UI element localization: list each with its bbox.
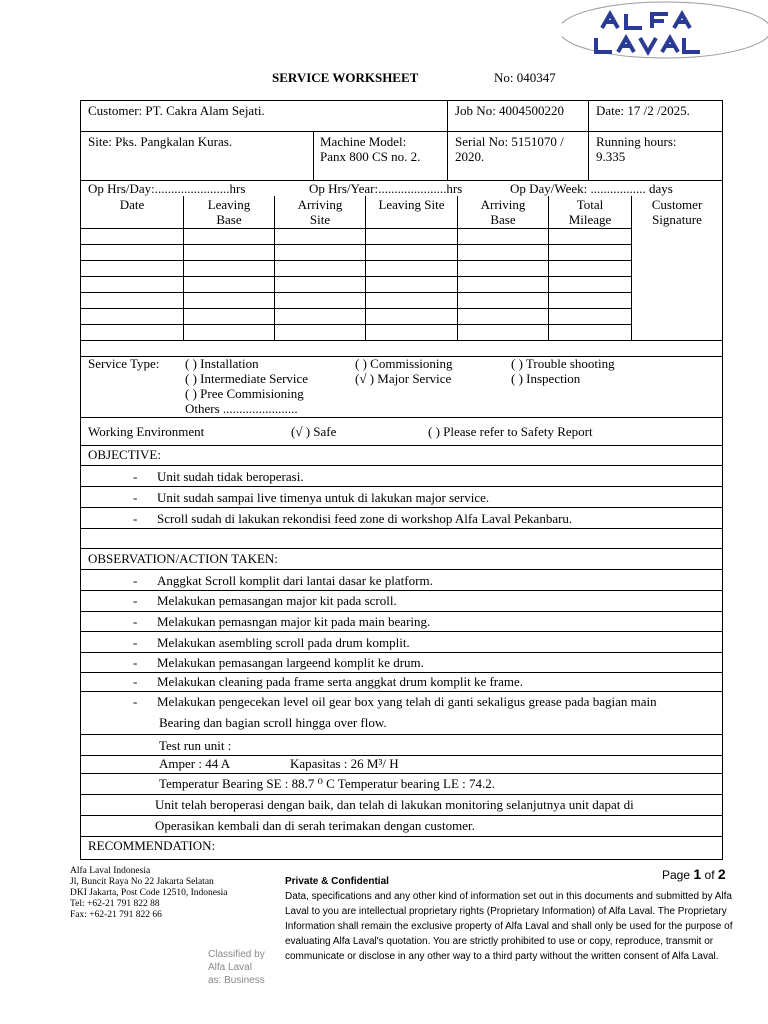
footer-tel: Tel: +62-21 791 822 88: [70, 899, 160, 909]
log-header-leaving-base: Leaving Base: [207, 197, 251, 227]
observation-continuation: Bearing dan bagian scroll hingga over flow.: [159, 715, 387, 730]
objective-heading: OBJECTIVE:: [88, 447, 161, 462]
customer-field: Customer: PT. Cakra Alam Sejati.: [88, 103, 265, 118]
col-divider: [447, 100, 448, 180]
observation-heading: OBSERVATION/ACTION TAKEN:: [88, 551, 278, 566]
observation-item: Melakukan pemasngan major kit pada main bearing.: [157, 614, 431, 629]
row-divider: [80, 528, 723, 529]
running-hours-label: Running hours:: [596, 134, 677, 149]
row-divider: [80, 486, 723, 487]
page-label: Page: [662, 868, 691, 882]
site-field: Site: Pks. Pangkalan Kuras.: [88, 134, 233, 149]
confidentiality-body: Data, specifications and any other kind of information set out in this documents and submitted by Alfa Laval to you are intellectual proprietary rights (Proprietary Information) of Alfa Laval. The Proprietary Information shall remain the exclusive property of Alfa Laval and shall only be used for the purpose of evaluating Alfa Laval's quotation. You are strictly prohibited to use or copy, reproduce, transmit or communicate or disclose in any other way to a third party without the written consent of Alfa Laval.: [285, 891, 733, 962]
objective-dash: -: [133, 511, 138, 526]
temperatur-bearing: Temperatur Bearing SE : 88.7 ⁰ C Temperatur bearing LE : 74.2.: [159, 776, 496, 791]
serial-no-value: 2020.: [455, 149, 485, 164]
log-col-line: [548, 196, 549, 340]
environment-safe: (√ ) Safe: [291, 424, 337, 439]
log-col-line: [631, 196, 632, 340]
observation-dash: -: [133, 694, 138, 709]
row-divider: [80, 672, 723, 673]
log-header-leaving-site: Leaving Site: [378, 197, 445, 212]
confidentiality-notice: [285, 874, 735, 964]
row-divider: [80, 611, 723, 612]
row-divider: [80, 815, 723, 816]
objective-dash: -: [133, 469, 138, 484]
amper-value: Amper : 44 A: [159, 756, 231, 771]
row-divider: [80, 631, 723, 632]
row-divider: [80, 507, 723, 508]
row-divider: [80, 590, 723, 591]
observation-dash: -: [133, 674, 138, 689]
objective-item: Unit sudah sampai live timenya untuk di lakukan major service.: [157, 490, 490, 505]
row-divider: [80, 836, 723, 837]
service-major: (√ ) Major Service: [355, 371, 452, 386]
row-divider: [80, 691, 723, 692]
log-header-date: Date: [119, 197, 145, 212]
row-divider: [80, 445, 723, 446]
log-header-customer-signature: Customer Signature: [651, 197, 703, 227]
document-number: No: 040347: [494, 70, 556, 85]
col-divider: [313, 131, 314, 180]
op-hrs-year: Op Hrs/Year:.....................hrs: [309, 181, 463, 196]
confidentiality-heading: Private & Confidential: [285, 876, 389, 887]
observation-item: Melakukan pengecekan level oil gear box yang telah di ganti sekaligus grease pada bagian main: [157, 694, 657, 709]
log-col-line: [274, 196, 275, 340]
service-inspection: ( ) Inspection: [511, 371, 581, 386]
op-day-week: Op Day/Week: ................. days: [510, 181, 673, 196]
page-number: 1: [693, 866, 702, 882]
objective-dash: -: [133, 490, 138, 505]
document-title: SERVICE WORKSHEET: [272, 70, 419, 85]
page-of: of: [704, 868, 715, 882]
log-col-line: [183, 196, 184, 340]
log-col-line: [365, 196, 366, 340]
observation-dash: -: [133, 593, 138, 608]
observation-item: Melakukan pemasangan largeend komplit ke drum.: [157, 655, 424, 670]
row-divider: [80, 773, 723, 774]
working-environment-label: Working Environment: [88, 424, 205, 439]
job-no-field: Job No: 4004500220: [455, 103, 565, 118]
service-others: Others .......................: [185, 401, 298, 416]
log-header-arriving-base: Arriving Base: [480, 197, 526, 227]
service-intermediate: ( ) Intermediate Service: [185, 371, 309, 386]
footer-address-line: Jl, Buncit Raya No 22 Jakarta Selatan: [70, 877, 214, 887]
environment-safety-report: ( ) Please refer to Safety Report: [428, 424, 593, 439]
log-col-line: [457, 196, 458, 340]
footer-address-line: DKI Jakarta, Post Code 12510, Indonesia: [70, 888, 228, 898]
service-trouble-shooting: ( ) Trouble shooting: [511, 356, 615, 371]
running-hours-value: 9.335: [596, 149, 626, 164]
objective-item: Unit sudah tidak beroperasi.: [157, 469, 304, 484]
log-header-total-mileage: Total Mileage: [568, 197, 612, 227]
observation-item: Melakukan cleaning pada frame serta anggkat drum komplit ke frame.: [157, 674, 524, 689]
recommendation-heading: RECOMMENDATION:: [88, 838, 216, 853]
service-installation: ( ) Installation: [185, 356, 259, 371]
col-divider: [588, 100, 589, 180]
observation-item: Melakukan pemasangan major kit pada scroll.: [157, 593, 397, 608]
machine-model-label: Machine Model:: [320, 134, 407, 149]
observation-dash: -: [133, 635, 138, 650]
serial-no-label: Serial No: 5151070 /: [455, 134, 564, 149]
observation-dash: -: [133, 614, 138, 629]
row-divider: [80, 417, 723, 418]
test-run-label: Test run unit :: [159, 738, 232, 753]
footer-address: [70, 866, 228, 921]
service-type-label: Service Type:: [88, 356, 160, 371]
op-hrs-day: Op Hrs/Day:.......................hrs: [88, 181, 246, 196]
date-field: Date: 17 /2 /2025.: [596, 103, 690, 118]
log-header-arriving-site: Arriving Site: [297, 197, 343, 227]
footer-fax: Fax: +62-21 791 822 66: [70, 910, 162, 920]
unit-status-line2: Operasikan kembali dan di serah terimakan dengan customer.: [155, 818, 475, 833]
classification-label: Classified by Alfa Laval as: Business: [208, 949, 265, 986]
log-row-line: [80, 340, 723, 341]
objective-item: Scroll sudah di lakukan rekondisi feed zone di workshop Alfa Laval Pekanbaru.: [157, 511, 573, 526]
row-divider: [80, 131, 723, 132]
kapasitas-value: Kapasitas : 26 M³/ H: [290, 756, 399, 771]
row-divider: [80, 652, 723, 653]
row-divider: [80, 794, 723, 795]
observation-dash: -: [133, 655, 138, 670]
unit-status-line1: Unit telah beroperasi dengan baik, dan telah di lakukan monitoring selanjutnya unit dapat di: [155, 797, 634, 812]
alfa-laval-logo: [562, 0, 768, 62]
row-divider: [80, 465, 723, 466]
machine-model-value: Panx 800 CS no. 2.: [320, 149, 421, 164]
footer-company: Alfa Laval Indonesia: [70, 866, 151, 876]
page-total: 2: [717, 866, 726, 882]
observation-item: Anggkat Scroll komplit dari lantai dasar ke platform.: [157, 573, 433, 588]
service-pree-commisioning: ( ) Pree Commisioning: [185, 386, 304, 401]
row-divider: [80, 569, 723, 570]
service-commissioning: ( ) Commissioning: [355, 356, 453, 371]
row-divider: [80, 734, 723, 735]
observation-dash: -: [133, 573, 138, 588]
row-divider: [80, 548, 723, 549]
observation-item: Melakukan asembling scroll pada drum komplit.: [157, 635, 410, 650]
